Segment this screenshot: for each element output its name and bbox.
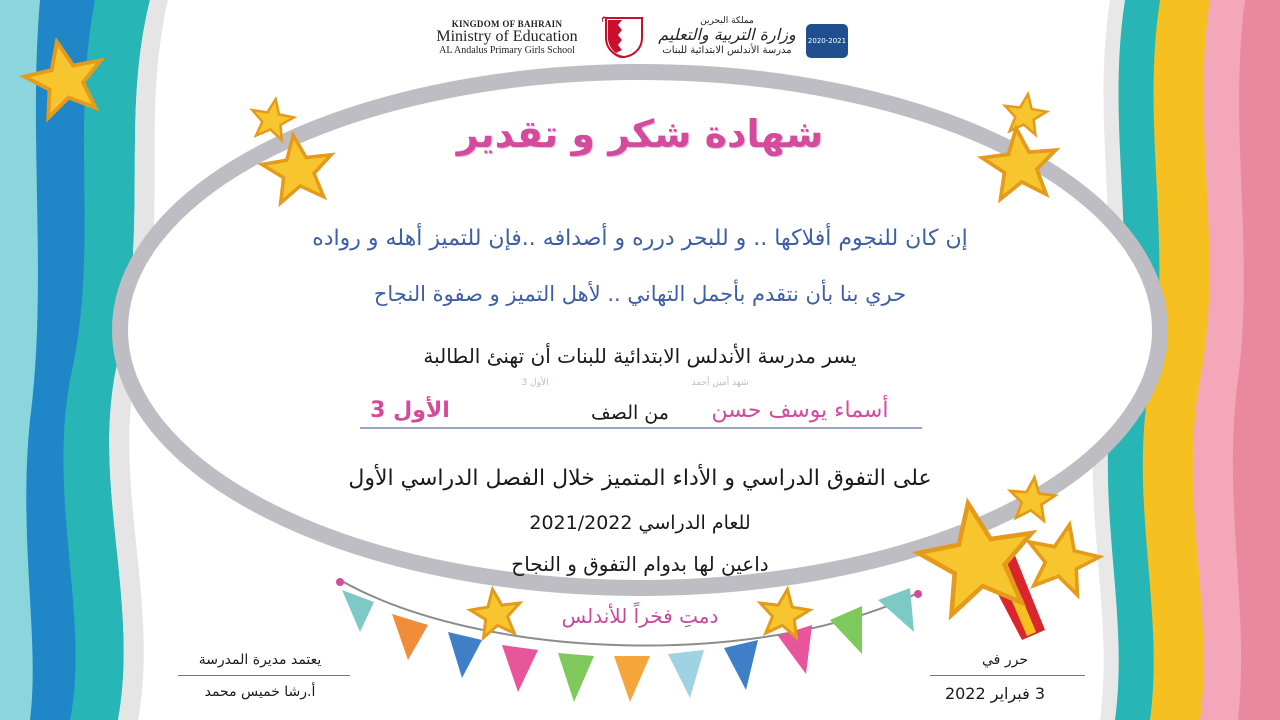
principal-name: أ.رشا خميس محمد [204,684,316,700]
star-icon [1002,91,1049,136]
certificate-title: شهادة شكر و تقدير [456,112,824,156]
date-value: 3 فبراير 2022 [944,684,1046,703]
school-motto: دمتِ فخراً للأندلس [561,604,719,628]
intro-line-1: إن كان للنجوم أفلاكها .. و للبحر درره و أصدافه ..فإن للتميز أهله و رواده [312,226,968,251]
bahrain-crest-icon [602,16,646,58]
ministry-header-arabic [652,16,802,56]
ministry-label-arabic: وزارة التربية والتعليم [658,25,796,45]
star-icon [1020,517,1104,597]
year-badge: 2020-2021 [806,24,848,58]
star-icon [756,586,812,639]
star-icon [19,34,110,121]
kingdom-label-arabic: مملكة البحرين [700,16,754,26]
star-icon [979,124,1060,200]
kingdom-label: KINGDOM OF BAHRAIN [451,19,563,29]
student-field-underline [360,427,922,429]
school-label: AL Andalus Primary Girls School [439,45,575,57]
intro-line-2: حري بنا بأن نتقدم بأجمل التهاني .. لأهل التميز و صفوة النجاح [373,282,907,306]
academic-year-line: للعام الدراسي 2021/2022 [529,512,751,534]
star-icon [468,586,524,639]
date-label: حرر في [982,652,1028,668]
ministry-header-english [412,20,602,57]
student-class: الأول 3 [370,398,450,423]
wish-line: داعين لها بدوام التفوق و النجاح [511,552,769,576]
date-signature-line [930,675,1085,676]
star-icon [258,130,336,204]
principal-title: يعتمد مديرة المدرسة [198,652,322,668]
star-icon [248,96,296,142]
achievement-line: على التفوق الدراسي و الأداء المتميز خلال الفصل الدراسي الأول [348,466,932,491]
faded-previous-class: الأول 3 [521,378,549,388]
faded-previous-name: شهد أمين أحمد [691,378,749,388]
class-label: من الصف [591,402,669,424]
student-name: أسماء يوسف حسن [711,398,889,423]
school-congratulates-line: يسر مدرسة الأندلس الابتدائية للبنات أن تهنئ الطالبة [423,344,857,368]
principal-signature-line [178,675,350,676]
ministry-label: Ministry of Education [436,28,578,46]
school-label-arabic: مدرسة الأندلس الابتدائية للبنات [662,44,792,56]
